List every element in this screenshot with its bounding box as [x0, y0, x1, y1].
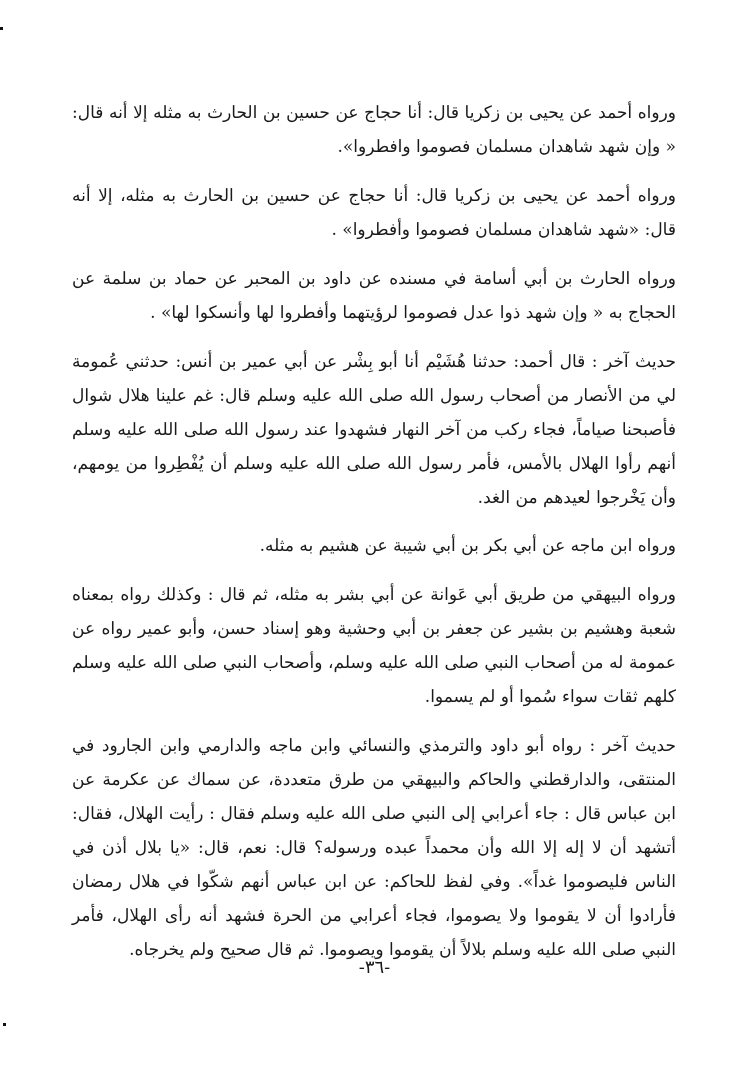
- margin-mark-top: [0, 27, 3, 30]
- page-body: [72, 96, 676, 982]
- paragraph-4: حديث آخر : قال أحمد: حدثنا هُشَيْم أنا أبو بِشْر عن أبي عمير بن أنس: حدثني عُمومة لي من الأنصار من أصحاب رسول الله صلى الله عليه وسلم قال: غم علينا هلال شوال فأصبحنا صياماً، فجاء ركب من آخر النهار فشهدوا عند رسول الله صلى الله عليه وسلم أنهم رأوا الهلال بالأمس، فأمر رسول الله صلى الله عليه وسلم أن يُفْطِروا من يومهم، وأن يَخْرجوا لعيدهم من الغد.: [72, 352, 676, 508]
- page-number: -٣٦-: [358, 957, 391, 978]
- paragraph-3: ورواه الحارث بن أبي أسامة في مسنده عن داود بن المحبر عن حماد بن سلمة عن الحجاج به « وإن شهد ذوا عدل فصوموا لرؤيتهما وأفطروا لها وأنسكوا لها» .: [72, 269, 676, 323]
- paragraph-1: ورواه أحمد عن يحيى بن زكريا قال: أنا حجاج عن حسين بن الحارث به مثله إلا أنه قال: « وإن شهد شاهدان مسلمان فصوموا وافطروا».: [72, 103, 676, 157]
- paragraph-2: ورواه أحمد عن يحيى بن زكريا قال: أنا حجاج عن حسين بن الحارث به مثله، إلا أنه قال: «شهد شاهدان مسلمان فصوموا وأفطروا» .: [72, 186, 676, 240]
- paragraph-5: ورواه ابن ماجه عن أبي بكر بن أبي شيبة عن هشيم به مثله.: [259, 536, 676, 556]
- margin-mark-bottom: [3, 1023, 6, 1026]
- paragraph-6: ورواه البيهقي من طريق أبي عَوانة عن أبي بشر به مثله، ثم قال : وكذلك رواه بمعناه شعبة وهشيم بن بشير عن جعفر بن أبي وحشية وهو إسناد حسن، وأبو عمير رواه عن عمومة له من أصحاب النبي صلى الله عليه وسلم، وأصحاب النبي صلى الله عليه وسلم كلهم ثقات سواء سُموا أو لم يسموا.: [72, 585, 676, 707]
- paragraph-7: حديث آخر : رواه أبو داود والترمذي والنسائي وابن ماجه والدارمي وابن الجارود في المنتقى، والدارقطني والحاكم والبيهقي من طرق متعددة، عن سماك عن عكرمة عن ابن عباس قال : جاء أعرابي إلى النبي صلى الله عليه وسلم فقال : رأيت الهلال، فقال: أتشهد أن لا إله إلا الله وأن محمداً عبده ورسوله؟ قال: نعم، قال: «يا بلال أذن في الناس فليصوموا غداً». وفي لفظ للحاكم: عن ابن عباس أنهم شكّوا في هلال رمضان فأرادوا أن لا يقوموا ولا يصوموا، فجاء أعرابي من الحرة فشهد أنه رأى الهلال، فأمر النبي صلى الله عليه وسلم بلالاً أن يقوموا ويصوموا. ثم قال صحيح ولم يخرجاه.: [72, 736, 676, 960]
